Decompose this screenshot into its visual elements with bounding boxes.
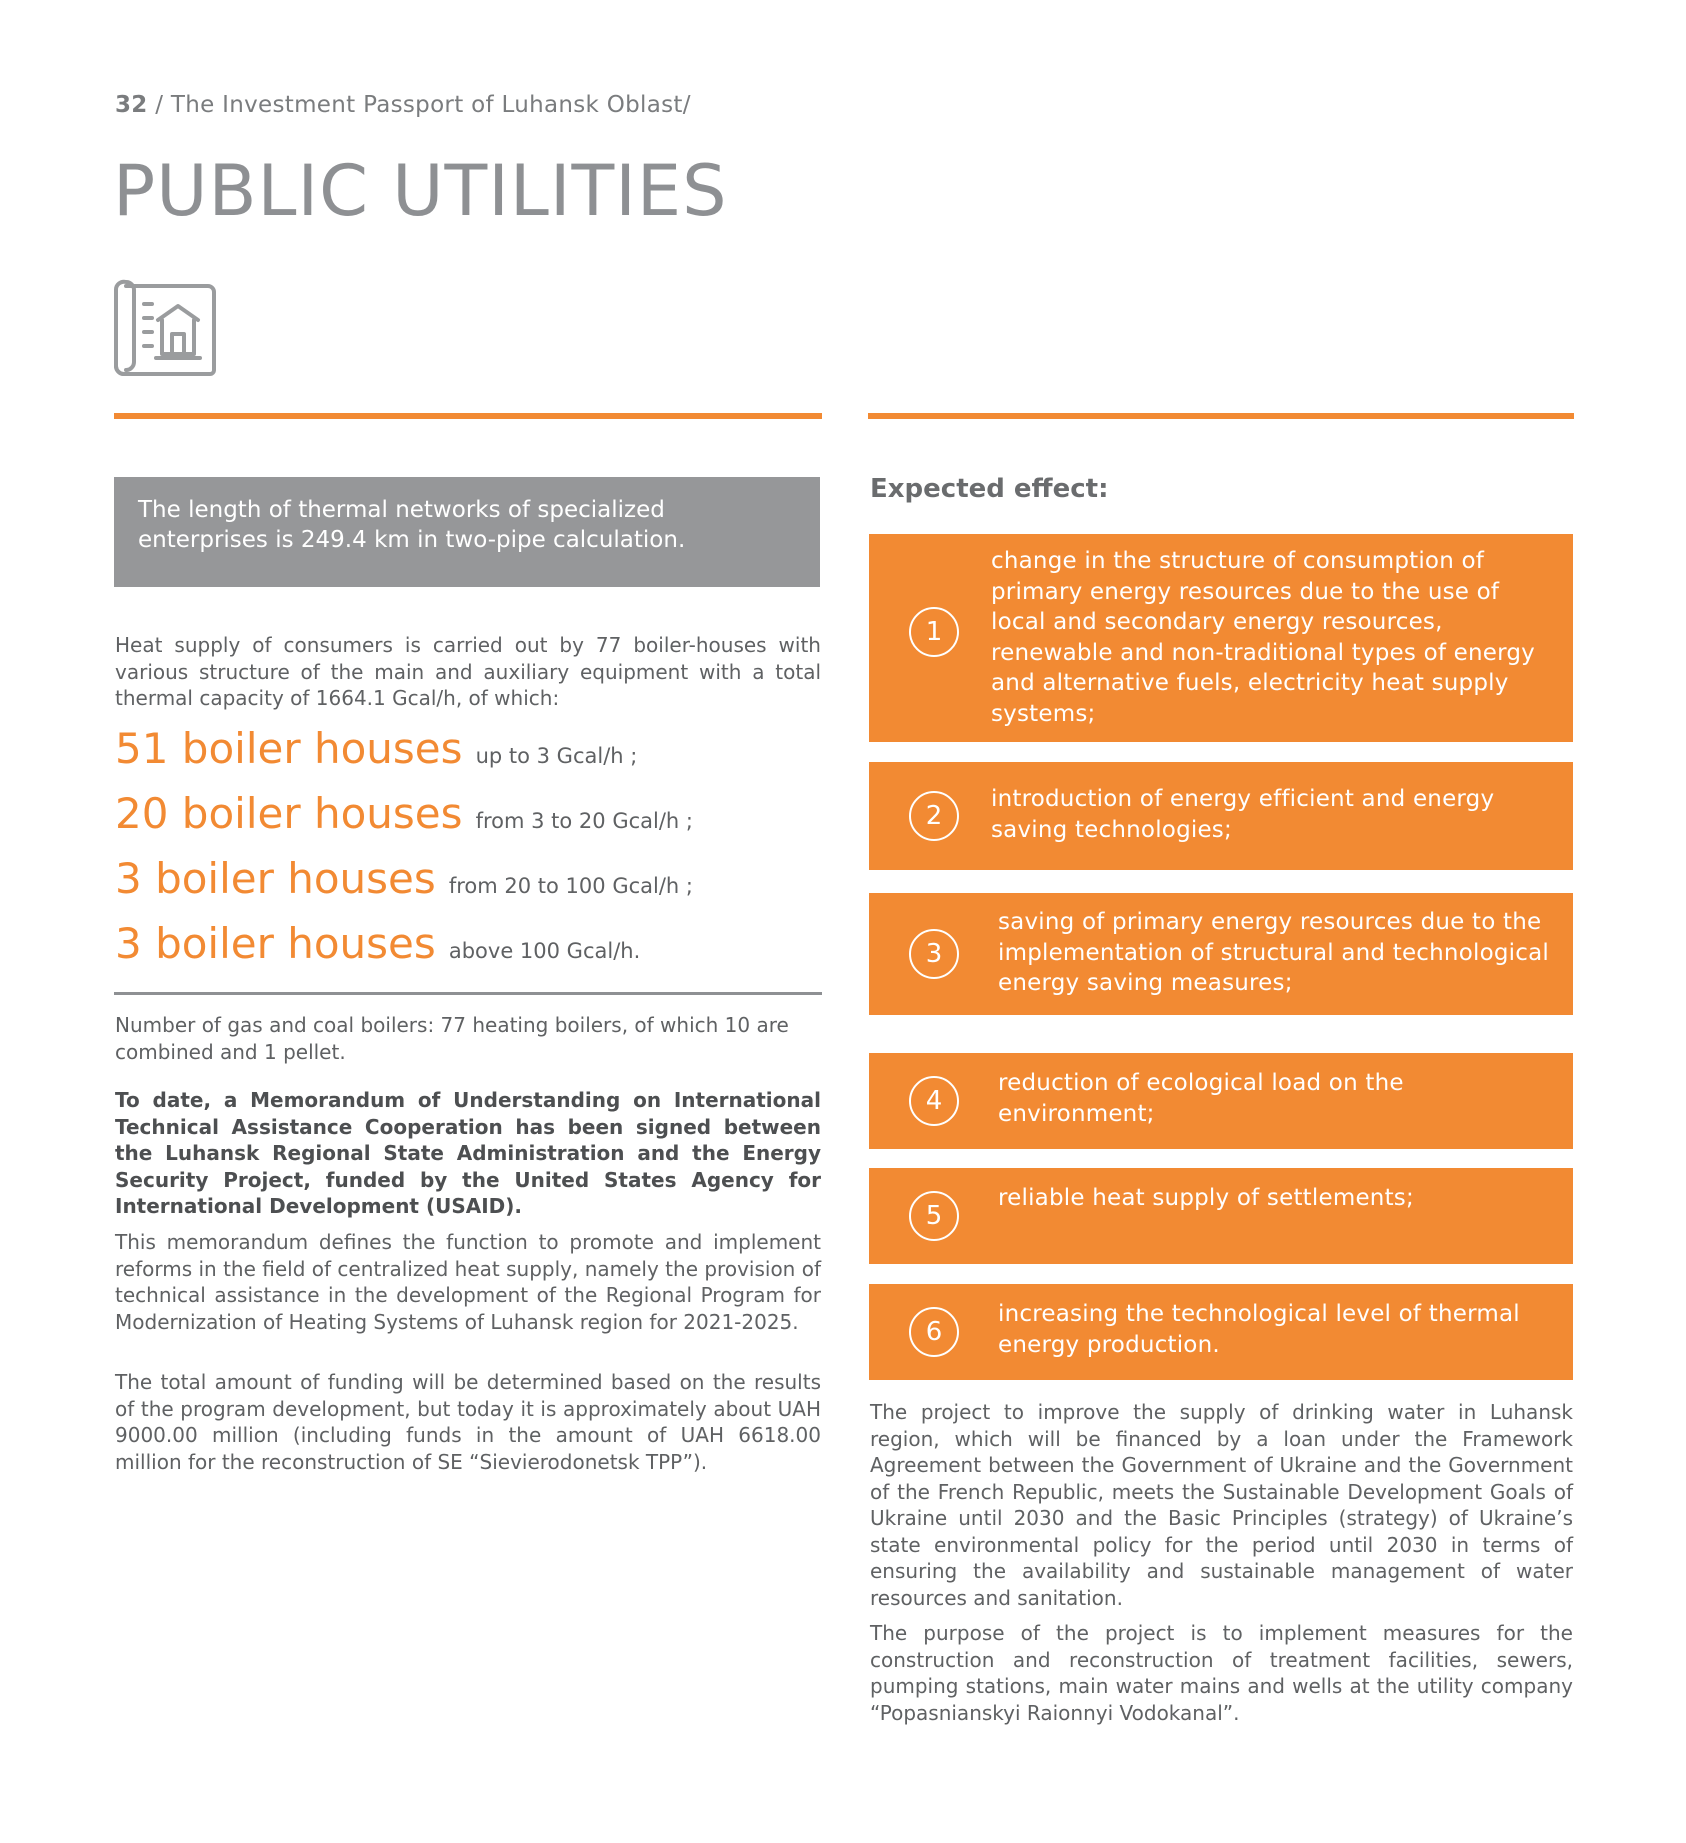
- effect-text: saving of primary energy resources due to the implementation of structural and technological energy saving measures;: [998, 909, 1549, 996]
- effect-box-2: [869, 762, 1573, 870]
- effect-box-6: [869, 1284, 1573, 1380]
- effect-text: increasing the technological level of thermal energy production.: [998, 1301, 1520, 1358]
- capacity-range: above 100 Gcal/h.: [448, 939, 641, 963]
- expected-effect-heading: Expected effect:: [870, 474, 1109, 504]
- list-item: [115, 854, 821, 919]
- right-divider: [868, 413, 1574, 419]
- left-divider: [114, 413, 822, 419]
- publication-title: / The Investment Passport of Luhansk Oblast/: [155, 92, 691, 118]
- capacity-range: from 3 to 20 Gcal/h ;: [475, 809, 693, 833]
- boiler-count: 51 boiler houses: [115, 724, 463, 773]
- heat-supply-paragraph: Heat supply of consumers is carried out by 77 boiler-houses with various structure of the main and auxiliary equipment with a total thermal capacity of 1664.1 Gcal/h, of which:: [115, 633, 821, 710]
- effect-number: 6: [909, 1307, 959, 1357]
- effect-text: reliable heat supply of settlements;: [998, 1185, 1414, 1211]
- effect-text: change in the structure of consumption of primary energy resources due to the use of local and secondary energy resources, renewable and non-traditional types of energy and alternative fuels, electricity heat supply systems;: [991, 548, 1535, 727]
- thermal-networks-highlight: The length of thermal networks of specialized enterprises is 249.4 km in two-pipe calculation.: [114, 477, 820, 587]
- project-purpose-paragraph: The purpose of the project is to implement measures for the construction and reconstruction of treatment facilities, sewers, pumping stations, main water mains and wells at the utility company “Popasnianskyi Raionnyi Vodokanal”.: [870, 1621, 1573, 1725]
- capacity-range: up to 3 Gcal/h ;: [475, 744, 638, 768]
- funding-paragraph: The total amount of funding will be determined based on the results of the program development, but today it is approximately about UAH 9000.00 million (including funds in the amount of UAH 6618.00 million for the reconstruction of SE “Sievierodonetsk TPP”).: [115, 1370, 821, 1474]
- effect-box-3: [869, 893, 1573, 1015]
- page-number: 32: [115, 92, 148, 118]
- boilers-count-paragraph: Number of gas and coal boilers: 77 heating boilers, of which 10 are combined and 1 pellet.: [115, 1013, 789, 1064]
- list-item: [115, 789, 821, 854]
- boiler-count: 3 boiler houses: [115, 919, 436, 968]
- effect-box-1: [869, 534, 1573, 742]
- effect-number: 4: [909, 1076, 959, 1126]
- effect-number: 2: [909, 791, 959, 841]
- effect-number: 1: [909, 607, 959, 657]
- running-header: [115, 92, 691, 118]
- memorandum-paragraph: To date, a Memorandum of Understanding on International Technical Assistance Cooperation has been signed between the Luhansk Regional State Administration and the Energy Security Project, funded by the United States Agency for International Development (USAID).: [115, 1088, 821, 1218]
- grey-divider: [114, 992, 822, 995]
- effect-box-5: [869, 1168, 1573, 1264]
- capacity-range: from 20 to 100 Gcal/h ;: [448, 874, 693, 898]
- effect-number: 5: [909, 1191, 959, 1241]
- water-project-paragraph: The project to improve the supply of drinking water in Luhansk region, which will be financed by a loan under the Framework Agreement between the Government of Ukraine and the Government of the French Republic, meets the Sustainable Development Goals of Ukraine until 2030 and the Basic Principles (strategy) of Ukraine’s state environmental policy for the period until 2030 in terms of ensuring the availability and sustainable management of water resources and sanitation.: [870, 1400, 1573, 1610]
- list-item: [115, 724, 821, 789]
- page-title: PUBLIC UTILITIES: [113, 150, 728, 232]
- list-item: [115, 919, 821, 984]
- boiler-count: 3 boiler houses: [115, 854, 436, 903]
- memorandum-function-paragraph: This memorandum defines the function to promote and implement reforms in the field of centralized heat supply, namely the provision of technical assistance in the development of the Regional Program for Modernization of Heating Systems of Luhansk region for 2021-2025.: [115, 1230, 821, 1334]
- effect-box-4: [869, 1053, 1573, 1149]
- boiler-houses-list: [115, 724, 821, 984]
- building-document-icon: [112, 278, 222, 378]
- effect-text: reduction of ecological load on the environment;: [998, 1070, 1404, 1127]
- boiler-count: 20 boiler houses: [115, 789, 463, 838]
- effect-text: introduction of energy efficient and energy saving technologies;: [991, 786, 1495, 843]
- effect-number: 3: [909, 929, 959, 979]
